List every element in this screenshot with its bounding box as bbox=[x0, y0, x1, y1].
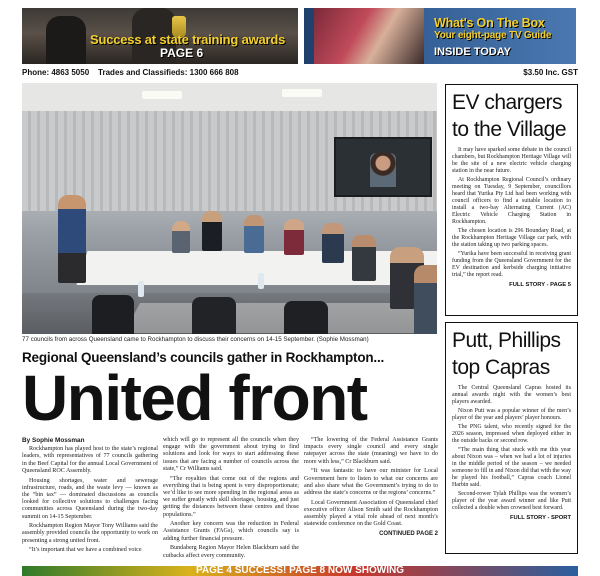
promo-photo-tv-show bbox=[314, 8, 424, 64]
photo-water-bottle bbox=[258, 273, 264, 289]
promo-tagline: Your eight-page TV Guide bbox=[434, 30, 552, 41]
story-paragraph: The chosen location is 296 Boundary Road, at the Rockhampton Heritage Village car park, with the station taking up two parking spaces. bbox=[452, 228, 571, 248]
story-paragraph: It may have sparked some debate in the council chambers, but Rockhampton Heritage Village will be the site of a new electric vehicle charging station in the near future. bbox=[452, 147, 571, 174]
story-paragraph: The Central Queensland Capras hosted its annual awards night with the women’s best players awarded. bbox=[452, 385, 571, 405]
photo-conference-table bbox=[76, 251, 437, 285]
photo-attendee bbox=[284, 219, 304, 255]
story-column-2 bbox=[163, 437, 299, 562]
photo-attendee bbox=[202, 211, 222, 251]
story-paragraph: “The royalties that come out of the regions and everything that is being spent is very disproportionate; we’d like to see more spending in the regional areas as we suffer greatly with skill shortages, housing, and just getting the distances between these centres and those populations.” bbox=[163, 475, 299, 518]
phone-number: Phone: 4863 5050 bbox=[22, 68, 90, 77]
photo-attendee bbox=[172, 221, 190, 253]
photo-chair bbox=[92, 295, 134, 334]
promo-banner-training-awards[interactable] bbox=[22, 8, 298, 64]
byline: By Sophie Mossman bbox=[22, 437, 85, 444]
story-headline[interactable]: United front bbox=[22, 362, 367, 434]
story-paragraph: “It’s important that we have a combined voice bbox=[29, 547, 142, 554]
photo-caption: 77 councils from across Queensland came to Rockhampton to discuss their concerns on 14-15 September. (Sophie Mossman) bbox=[22, 336, 369, 343]
story-paragraph: The PNG talent, who recently signed for the 2026 season, impressed when deployed either in the outside backs or second row. bbox=[452, 424, 571, 444]
bottom-promo-strip[interactable]: PAGE 4 SUCCESS! PAGE 8 NOW SHOWING bbox=[22, 566, 578, 576]
ev-story-body bbox=[452, 147, 571, 279]
photo-attendee bbox=[322, 223, 344, 263]
photo-chair bbox=[192, 297, 236, 334]
photo-ceiling-light bbox=[142, 91, 182, 99]
story-paragraph: Rockhampton Region Mayor Tony Williams said the assembly provided councils the opportunity to work on presenting a strong united front. bbox=[22, 523, 158, 544]
story-paragraph: “The lowering of the Federal Assistance Grants impacts every single council and every single ratepayer across the state (meaning) we have to do more with less,” Cr Blackburn said. bbox=[304, 437, 438, 465]
story-paragraph: Local Government Association of Queensland chief executive officer Alison Smith said the Rockhampton assembly played a vital role ahead of next month’s statewide conference on the Gold Coast. bbox=[304, 499, 438, 528]
photo-attendee bbox=[414, 265, 437, 334]
ev-chargers-story[interactable] bbox=[445, 84, 578, 316]
photo-attendee bbox=[244, 215, 264, 253]
story-column-1 bbox=[22, 437, 158, 557]
promo-photo-person-left bbox=[46, 16, 86, 64]
promo-banner-tv-guide[interactable] bbox=[304, 8, 576, 64]
main-story-photo[interactable] bbox=[22, 83, 437, 334]
story-paragraph: “Yurika have been successful in receiving grant funding from the Queensland Government for the EV destination and kerbside charging initiative trial,” the report read. bbox=[452, 251, 571, 278]
continued-page-link[interactable]: CONTINUED PAGE 2 bbox=[379, 530, 438, 537]
capras-story-body bbox=[452, 385, 571, 512]
promo-headline: Success at state training awards bbox=[90, 32, 286, 47]
story-paragraph: “It was fantastic to have our minister for Local Government here to listen to what our concerns are and also share what the Government’s trying to do to address the state’s concerns or the regions’ concerns.” bbox=[304, 468, 438, 496]
capras-story-title: Putt, Phillips top Capras bbox=[452, 329, 561, 379]
story-paragraph: Second-rower Tylah Phillips was the women’s player of the year award winner and like Putt collected a double when crowned best forward. bbox=[452, 491, 571, 511]
masthead-info-bar bbox=[22, 68, 578, 80]
photo-water-bottle bbox=[138, 281, 144, 297]
capras-story[interactable] bbox=[445, 322, 578, 554]
story-paragraph: Nixon Putt was a popular winner of the men’s player of the year and players’ player honours. bbox=[452, 408, 571, 421]
story-paragraph: At Rockhampton Regional Council’s ordinary meeting on Tuesday, 9 September, councillors heard that Yurika Pty Ltd had been working with council officers to find a suitable location to install a two-bay Alternating Current (AC) Electric Vehicle Charging Station in Rockhampton. bbox=[452, 177, 571, 225]
story-paragraph: which will go to represent all the councils when they engage with the government about trying to find solutions and look for ways to start addressing these issues that are facing a number of councils across the state,” Cr Williams said. bbox=[163, 437, 299, 472]
ev-full-story-link[interactable]: FULL STORY - PAGE 5 bbox=[509, 282, 571, 288]
photo-screen-presenter bbox=[370, 153, 396, 187]
photo-ceiling-light bbox=[282, 89, 322, 97]
story-paragraph: Another key concern was the reduction in Federal Assistance Grants (FAGs), which councils say is adding further financial pressure. bbox=[163, 521, 299, 542]
story-kicker: Regional Queensland’s councils gather in Rockhampton... bbox=[22, 350, 385, 365]
ev-story-title: EV chargers to the Village bbox=[452, 91, 567, 141]
story-paragraph: Rockhampton has played host to the state’s regional leaders, with representatives of 77 councils gathering in the Beef Capital for the annual Local Government of Queensland ROC Assembly. bbox=[22, 446, 158, 474]
story-paragraph: Bundaberg Region Mayor Helen Blackburn said the cutbacks affect every community. bbox=[163, 545, 299, 559]
photo-speaker bbox=[58, 195, 86, 283]
classifieds-number: Trades and Classifieds: 1300 666 808 bbox=[98, 68, 239, 77]
cover-price: $3.50 Inc. GST bbox=[523, 68, 578, 77]
capras-full-story-link[interactable]: FULL STORY - SPORT bbox=[510, 515, 571, 521]
promo-headline: What's On The Box bbox=[434, 16, 545, 30]
photo-attendee bbox=[352, 235, 376, 281]
promo-page-ref: PAGE 6 bbox=[160, 46, 204, 60]
story-paragraph: Housing shortages, water and sewerage infrastructure, roads, and the waste levy — known as the “bin tax” — dominated discussions as councils looked for collective solutions to challenges facing communities across Queensland during the two-day summit on 14-15 September. bbox=[22, 477, 158, 520]
promo-inside-today: INSIDE TODAY bbox=[434, 46, 512, 58]
photo-chair bbox=[284, 301, 328, 334]
story-paragraph: “The main thing that stuck with me this year about Nixon was – when we had a lot of injuries in the middle period of the season – we needed someone to fill in and Nixon did that with the way he played his football,” Capras coach Lionel Harbin said. bbox=[452, 447, 571, 488]
photo-ceiling bbox=[22, 83, 437, 111]
story-column-3 bbox=[304, 437, 438, 538]
